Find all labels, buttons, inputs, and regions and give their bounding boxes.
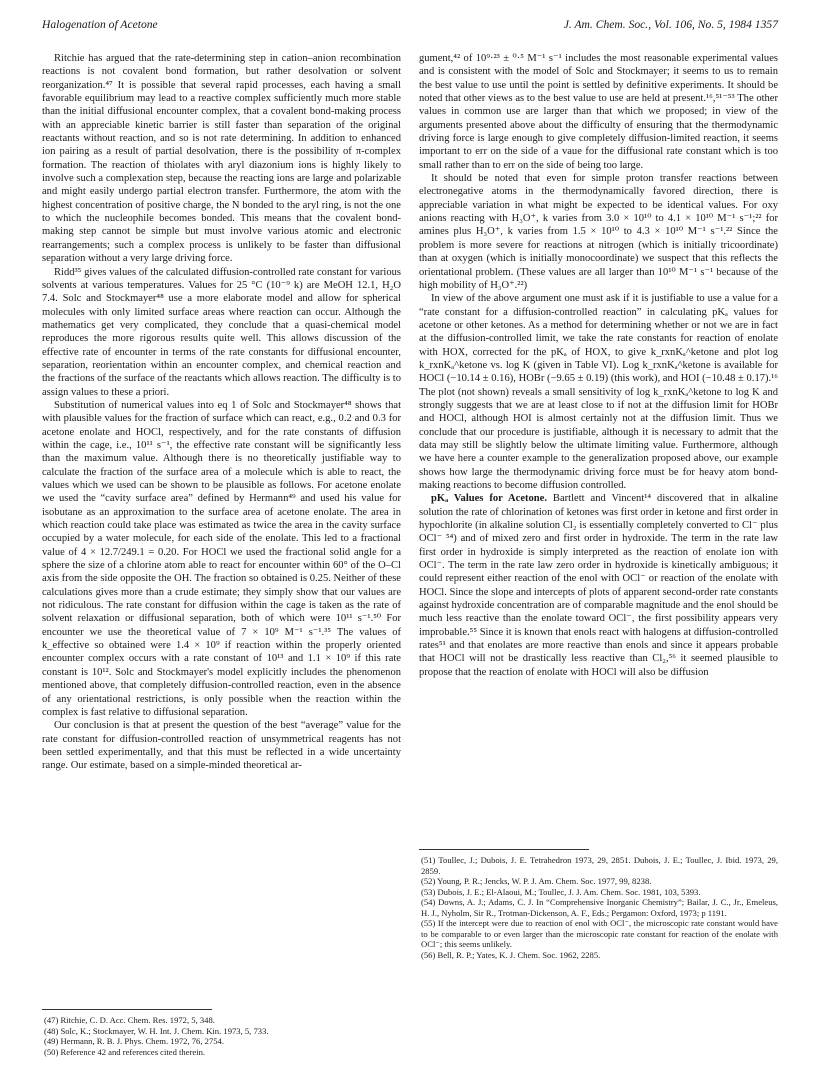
right-column [419, 52, 778, 679]
footnote: (53) Dubois, J. E.; El-Alaoui, M.; Toullec, J. J. Am. Chem. Soc. 1981, 103, 5393. [421, 886, 701, 897]
body-paragraph: In view of the above argument one must ask if it is justifiable to use a value for a “rate constant for a diffusion-controlled reaction” in calculating pKₐ values for acetone or other ketones. As a method for determining whether or not we are in fact at the diffusion-controlled limit, we take the rate constants for reaction of enolate with HOX, corrected for the pKₐ of HOX, to give k_rxnKₐ^ketone and plot log k_rxnKₐ^ketone vs. log K (given in Table VI). Log k_rxnKₐ^ketone is available for HOCl (−10.14 ± 0.16), HOBr (−9.65 ± 0.19) (this work), and HOI (−10.48 ± 0.17).¹⁶ The plot (not shown) reveals a small sensitivity of log k_rxnKₐ^ketone to log K and strongly suggests that we are at least close to if not at the diffusion limit for HOBr and HOCl, although HOI is almost certainly not at the diffusion limit. Thus we conclude that our procedure is justifiable, although it is necessary to admit that the data may still be slightly below the ultimate limiting value. Furthermore, although we have here a counter example to the generalization proposed above, our example shows how large the thermodynamic driving force must be for heavy atom bond-making reactions to become diffusion controlled. [419, 293, 778, 491]
body-paragraph-continued: gument,⁴² of 10⁹·²³ ± ⁰·⁵ M⁻¹ s⁻¹ includes the most reasonable experimental values and is consistent with the model of Solc and Stockmayer; it seems to us to remain the best value to use until the point is settled by definitive experiments. It should be noted that other views as to the best value to use are held at present.¹⁶,⁵¹⁻⁵³ The other values in common use are larger than that which we proposed; in view of the arguments presented above about the difficulty of ensuring that the thermodynamic driving force is large enough to give completely diffusion-limited reaction, it seems important to err on the side of a vaue for the diffusional rate constant which is too small rather than to err on the side of being too large. [419, 53, 778, 171]
body-paragraph: Our conclusion is that at present the question of the best “average” value for the rate constant for diffusion-controlled reaction of unsymmetrical reagents has not been settled experimentally, and that this must be reflected in a wide uncertainty range. Our estimate, based on a simple-minded theoretical ar- [42, 720, 401, 772]
footnote: (47) Ritchie, C. D. Acc. Chem. Res. 1972, 5, 348. [44, 1015, 215, 1025]
body-paragraph: Ritchie has argued that the rate-determining step in cation–anion recombination reactions is not covalent bond formation, but rather desolvation or solvent reorganization.⁴⁷ It is possible that several rapid processes, each having a small favorable equilibrium may lead to a reactive complex sufficiently much more stable than the initial diffusional encounter complex, that a covalent bond-making process with an appreciable kinetic barrier is still faster than separation of the original reactants without reaction, and so is not rate determining. In addition to enhanced ion pairing as a result of partial desolvation, there is the possibility of π-complex formation. The reaction of thiolates with aryl diazonium ions is highly likely to involve such a complexation step, because the reacting ions are large and polarizable and might easily undergo partial electron transfer. Furthermore, the atom with the highest concentration of positive charge, the N bonded to the aryl ring, is not the one to which the nucleophile becomes bonded. This means that the covalent bond-making step cannot be simple but must involve various atomic and electronic rearrangements; such a complex process is unlikely to be faster than diffusional separation without a very large driving force. [42, 53, 401, 265]
footnote: (51) Toullec, J.; Dubois, J. E. Tetrahedron 1973, 29, 2851. Dubois, J. E.; Toullec, J. Ibid. 1973, 29, 2859. [421, 855, 778, 876]
footnotes-left [42, 1009, 401, 1057]
footnote: (49) Hermann, R. B. J. Phys. Chem. 1972, 76, 2754. [44, 1036, 224, 1047]
running-title: Halogenation of Acetone [42, 18, 158, 31]
footnote: (56) Bell, R. P.; Yates, K. J. Chem. Soc. 1962, 2285. [421, 949, 601, 960]
body-paragraph: Substitution of numerical values into eq 1 of Solc and Stockmayer⁴⁸ shows that with plausible values for the fraction of surface which can react, e.g., 0.2 and 0.3 for acetone enolate and HOCl, respectively, and for the rate constants of diffusion within the cage, i.e., 10¹¹ s⁻¹, the effective rate constant will be significantly less than the maximum value. Although there is no theoretically justifiable way to calculate the fraction of the surface area of a molecule which is able to react, the values which we used can be shown to be plausible as follows. For acetone enolate we used the “cavity surface area” defined by Hermann⁴⁹ and used his value for isobutane as an approximation to the surface area of acetone enolate. The area in which reaction could take place was estimated as twice the area in the cavity surface occupied by a water molecule, for each side of the enolate. This led to a fractional value of 4 × 12.7/249.1 = 0.20. For HOCl we used the fractional solid angle for a sphere the size of a chlorine atom able to react for encounter within 60° of the O–Cl axis from the side opposite the OH. The fraction so obtained is 0.25. Neither of these calculations gives more than a crude estimate; they simply show that our values are not ridiculous. The rate constant for diffusion within the cage is taken as the rate of solvent relaxation or diffusional separation, both of which were 10¹¹ s⁻¹.⁵⁰ For encounter we use the theoretical value of 7 × 10⁹ M⁻¹ s⁻¹.³⁵ The values of k_effective so obtained were 1.4 × 10⁹ if reaction within the properly oriented encounter complex occurs with a rate constant of 10¹³ and 1.1 × 10⁹ if this rate constant is 10¹². Solc and Stockmayer's model explicitly includes the phenomenon mentioned above, that completely diffusion-controlled reaction, even in the absence of any orientational restrictions, is only possible when the reaction within the complex is fast relative to diffusional separation. [42, 399, 401, 718]
footnote: (54) Downs, A. J.; Adams, C. J. In “Comprehensive Inorganic Chemistry”; Bailar, J. C., Jr., Emeleus, H. J., Nyholm, Sir R., Trotman-Dickenson, A. F., Eds.; Pergamon: Oxford, 1973; p 1191. [421, 897, 778, 918]
footnote: (50) Reference 42 and references cited therein. [44, 1046, 206, 1057]
section-paragraph [419, 492, 778, 679]
section-text: Bartlett and Vincent¹⁴ discovered that in alkaline solution the rate of chlorination of ketones was first order in ketone and first order in hypochlorite (in alkaline solution Cl₂ is essentially completely converted to Cl⁻ plus OCl⁻ ⁵⁴) and of mixed zero and first order in hydroxide. The term in the rate law first order in hydroxide is simply interpreted as the reaction of enolate ion with OCl⁻. The term in the rate law zero order in hydroxide is kinetically ambiguous; it could represent either reaction of the enol with OCl⁻ or reaction of the enolate with HOCl. Since the slope and intercepts of plots of apparent second-order rate constants against hydroxide concentration are of comparable magnitude and the enol should be much less reactive than the enolate toward OCl⁻, the first possibility appears very improbable.⁵⁵ Since it is known that enols react with halogens at diffusion-controlled rates⁵¹ and that enolates are more reactive than enols and since it appears probable that HOCl will not be drastically less reactive than Cl₂,⁵⁶ it seemed plausible to propose that the reaction of enolate with HOCl will also be diffusion [419, 493, 778, 678]
left-column [42, 52, 401, 773]
section-heading: pKₐ Values for Acetone. [431, 493, 547, 505]
footnote: (48) Solc, K.; Stockmayer, W. H. Int. J. Chem. Kin. 1973, 5, 733. [44, 1025, 269, 1036]
footnote: (55) If the intercept were due to reaction of enol with OCl⁻, the microscopic rate constant would have to be comparable to or even larger than the microscopic rate constant for reaction of the enolate with OCl⁻; this seems unlikely. [421, 918, 778, 950]
footnote-rule [419, 849, 589, 850]
body-paragraph: It should be noted that even for simple proton transfer reactions between electronegative atoms in the thermodynamically favored direction, there is appreciable variation in what might be expected to be identical values. For oxy anions reacting with H₃O⁺, k varies from 3.0 × 10¹⁰ to 4.1 × 10¹⁰ M⁻¹ s⁻¹;²² for amines plus H₃O⁺, k varies from 1.5 × 10¹⁰ to 4.3 × 10¹⁰ M⁻¹ s⁻¹.²² Since the problem is more severe for reactions at nitrogen (which is initially tricoordinate) than at oxygen (which is initially monocoordinate) we suspect that this reflects the orientational problem. (These values are all larger than 10¹⁰ M⁻¹ s⁻¹ because of the high mobility of H₃O⁺.²²) [419, 173, 778, 291]
journal-citation: J. Am. Chem. Soc., Vol. 106, No. 5, 1984 1357 [563, 18, 778, 31]
footnote: (52) Young, P. R.; Jencks, W. P. J. Am. Chem. Soc. 1977, 99, 8238. [421, 876, 652, 887]
footnote-rule [42, 1009, 212, 1010]
footnotes-right [419, 849, 778, 960]
running-header [42, 18, 778, 36]
body-paragraph: Ridd³⁵ gives values of the calculated diffusion-controlled rate constant for various solvents at various temperatures. Values for 25 °C (10⁻⁹ k) are MeOH 12.1, H₂O 7.4. Solc and Stockmayer⁴⁸ use a more elaborate model and allow for spherical molecules with only limited surface areas where reaction can occur. Although the mathematics get very complicated, they conclude that a quasi-chemical model reproduces the more rigorous results quite well. This allows discussion of the effective rate of encounter in terms of the rate constants for diffusional encounter, separation, reorientation within an encounter complex, and chemical reaction and the fractions of the surface of the reactants which allows reaction. The difficulty is to assign values to these a priori. [42, 266, 401, 398]
